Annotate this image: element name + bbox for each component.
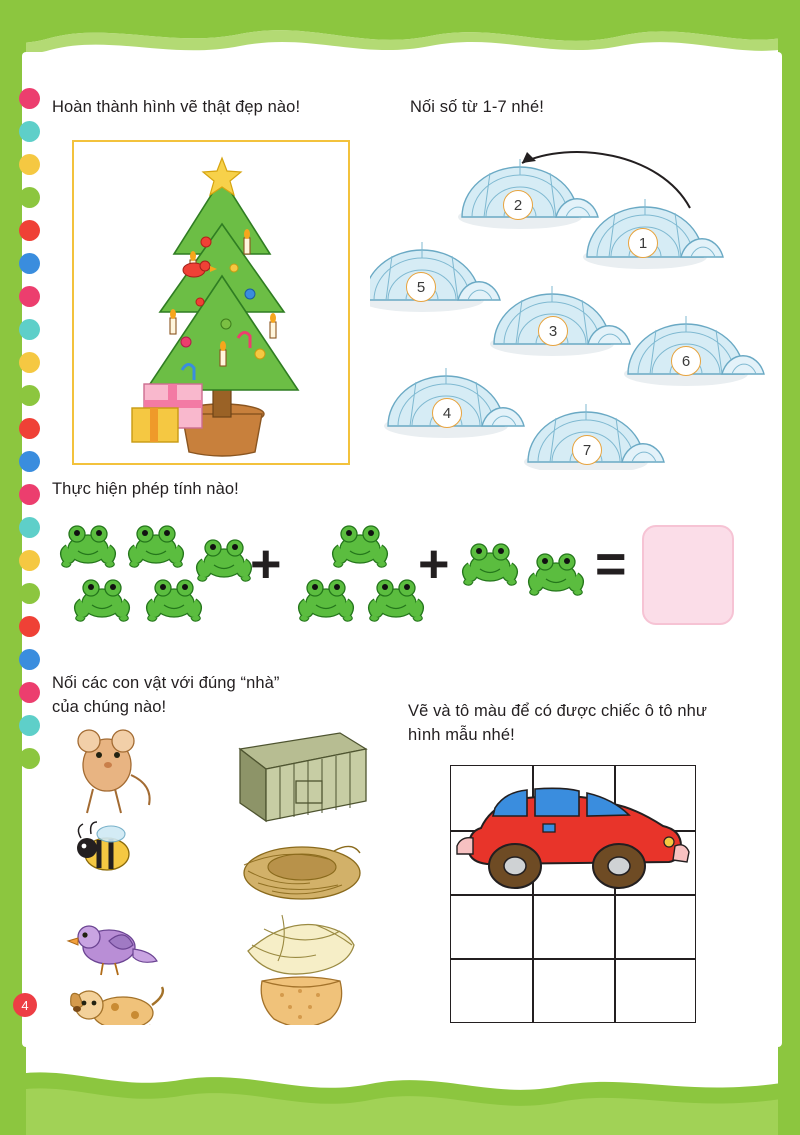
igloo-number-badge: 5 bbox=[406, 272, 436, 302]
answer-input-box[interactable] bbox=[642, 525, 734, 625]
animal-exercise-instruction-line2: của chúng nào! bbox=[52, 698, 167, 716]
grid-hline bbox=[451, 894, 695, 896]
equals-operator: = bbox=[595, 534, 627, 594]
car-exercise-instruction-line2: hình mẫu nhé! bbox=[408, 726, 515, 744]
christmas-tree-drawing-box bbox=[72, 140, 350, 465]
igloo-group-icon bbox=[370, 130, 770, 470]
dog-icon bbox=[71, 987, 163, 1025]
car-icon bbox=[451, 768, 694, 894]
home-column bbox=[230, 715, 400, 1025]
plus-operator: + bbox=[250, 534, 282, 594]
tree-exercise-instruction: Hoàn thành hình vẽ thật đẹp nào! bbox=[52, 98, 301, 116]
mouse-icon bbox=[78, 730, 150, 813]
hive-icon bbox=[248, 915, 354, 974]
igloo-exercise-instruction: Nối số từ 1-7 nhé! bbox=[410, 98, 544, 116]
kennel-icon bbox=[261, 977, 341, 1025]
igloo-number-badge: 2 bbox=[503, 190, 533, 220]
igloo-number-badge: 4 bbox=[432, 398, 462, 428]
igloo-number-badge: 6 bbox=[671, 346, 701, 376]
christmas-tree-icon bbox=[74, 142, 348, 463]
car-exercise-instruction-line1: Vẽ và tô màu để có được chiếc ô tô như bbox=[408, 702, 708, 720]
igloo-exercise-area bbox=[370, 130, 770, 470]
bee-icon bbox=[77, 822, 129, 870]
plus-operator: + bbox=[418, 534, 450, 594]
bird-icon bbox=[68, 926, 157, 975]
frog-exercise-instruction: Thực hiện phép tính nào! bbox=[52, 480, 239, 498]
igloo-number-badge: 7 bbox=[572, 435, 602, 465]
igloo-number-badge: 1 bbox=[628, 228, 658, 258]
animal-exercise-instruction-line1: Nối các con vật với đúng “nhà” bbox=[52, 674, 280, 692]
igloo-number-badge: 3 bbox=[538, 316, 568, 346]
nest-icon bbox=[244, 846, 360, 899]
grid-hline bbox=[451, 958, 695, 960]
page-number: 4 bbox=[13, 993, 37, 1017]
cage-icon bbox=[240, 733, 366, 821]
car-drawing-grid[interactable] bbox=[450, 765, 696, 1023]
